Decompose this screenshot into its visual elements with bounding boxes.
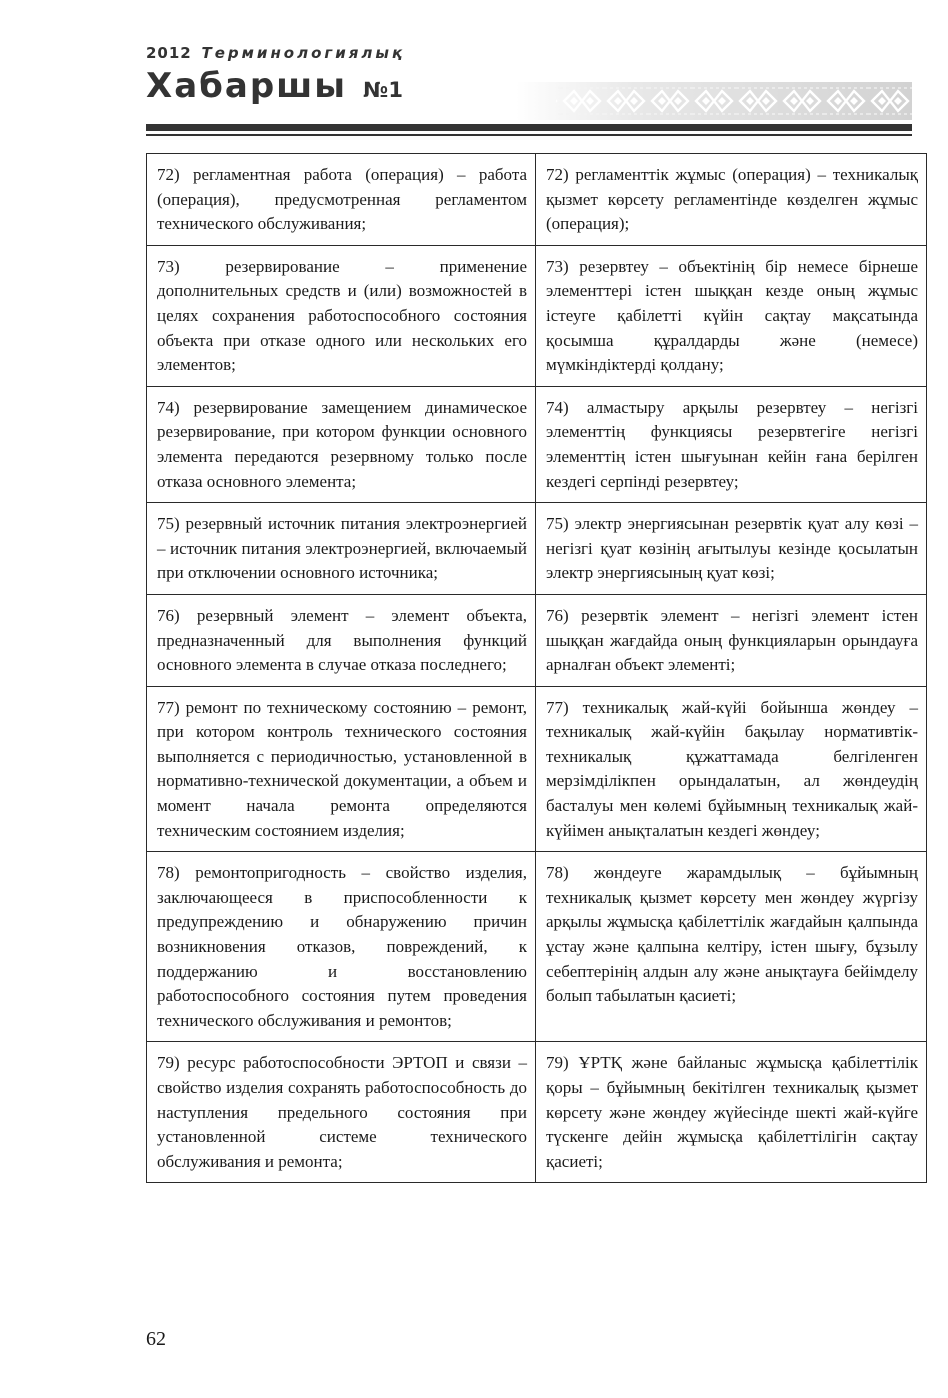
term-kk: 78) жөндеуге жарамдылық – бұйымның техникалық қызмет көрсету мен жөндеу жүргізу арқылы жұмысқа қабілеттілік жағдайын қалпында ұстау және қалпына келтіру, істен шығу, бұзылу себептерінің алдын алу және анықтауға бейімделу болып табылатын қасиеті; bbox=[536, 852, 927, 1042]
header-title: Хабаршы bbox=[146, 66, 348, 106]
term-kk: 77) техникалық жай-күйі бойынша жөндеу – техникалық жай-күйін бақылау нормативтік-техникалық құжаттамада белгіленген мерзімділікпен орындалатын, ал жөндеудің басталуы мен көлемі бұйымның техникалық жай-күйімен анықталатын кездегі жөндеу; bbox=[536, 686, 927, 852]
term-ru: 78) ремонтопригодность – свойство изделия, заключающееся в приспособленности к предупреждению и обнаружению причин возникновения отказов, повреждений, к поддержанию и восстановлению работоспособного состояния путем проведения технического обслуживания и ремонтов; bbox=[147, 852, 536, 1042]
header-journal-name: Терминологиялық bbox=[201, 44, 406, 62]
table-row bbox=[147, 245, 927, 386]
journal-header bbox=[146, 44, 912, 144]
header-ornament bbox=[516, 82, 912, 120]
table-row bbox=[147, 1042, 927, 1183]
header-issue-number: №1 bbox=[363, 78, 403, 102]
header-rule-thin bbox=[146, 134, 912, 136]
table-row bbox=[147, 852, 927, 1042]
term-kk: 73) резервтеу – объектінің бір немесе бірнеше элементтері істен шыққан кезде оның жұмыс істеуге қабілетті күйін сақтау мақсатында қосымша құралдарды және (немесе) мүмкіндіктерді қолдану; bbox=[536, 245, 927, 386]
term-ru: 77) ремонт по техническому состоянию – ремонт, при котором контроль технического состояния выполняется с периодичностью, установленной в нормативно-технической документации, а объем и момент начала ремонта определяются техническим состоянием изделия; bbox=[147, 686, 536, 852]
table-row bbox=[147, 594, 927, 686]
term-ru: 74) резервирование замещением динамическое резервирование, при котором функции основного элемента передаются резервному только после отказа основного элемента; bbox=[147, 386, 536, 502]
table-row bbox=[147, 686, 927, 852]
header-subtitle bbox=[146, 44, 405, 62]
term-kk: 75) электр энергиясынан резервтік қуат алу көзі – негізгі қуат көзінің ағытылуы кезінде қосылатын электр энергиясының қуат көзі; bbox=[536, 503, 927, 595]
term-kk: 74) алмастыру арқылы резервтеу – негізгі элементтің функциясы резервтегіге негізгі элементтің істен шығуынан кейін ғана берілген кездегі серпінді резервтеу; bbox=[536, 386, 927, 502]
table-row bbox=[147, 386, 927, 502]
term-kk: 76) резервтік элемент – негізгі элемент істен шыққан жағдайда оның функцияларын орындауға арналған объект элементі; bbox=[536, 594, 927, 686]
terms-table bbox=[146, 153, 927, 1183]
term-kk: 79) ҰРТҚ және байланыс жұмысқа қабілеттілік қоры – бұйымның бекітілген техникалық қызмет көрсету және жөндеу жүйесінде шекті жай-күйге түскенге дейін жұмысқа қабілеттілігін сақтау қасиеті; bbox=[536, 1042, 927, 1183]
term-ru: 72) регламентная работа (операция) – работа (операция), предусмотренная регламентом технического обслуживания; bbox=[147, 154, 536, 246]
header-rule-thick bbox=[146, 124, 912, 131]
term-kk: 72) регламенттік жұмыс (операция) – техникалық қызмет көрсету регламентінде көзделген жұмыс (операция); bbox=[536, 154, 927, 246]
term-ru: 73) резервирование – применение дополнительных средств и (или) возможностей в целях сохранения работоспособного состояния объекта при отказе одного или нескольких его элементов; bbox=[147, 245, 536, 386]
ornament-pattern-icon bbox=[516, 82, 912, 120]
page-number: 62 bbox=[146, 1328, 166, 1350]
term-ru: 75) резервный источник питания электроэнергией – источник питания электроэнергией, включаемый при отключении основного источника; bbox=[147, 503, 536, 595]
term-ru: 76) резервный элемент – элемент объекта, предназначенный для выполнения функций основного элемента в случае отказа последнего; bbox=[147, 594, 536, 686]
table-row bbox=[147, 154, 927, 246]
header-title-line bbox=[146, 66, 403, 106]
header-year: 2012 bbox=[146, 44, 192, 62]
term-ru: 79) ресурс работоспособности ЭРТОП и связи – свойство изделия сохранять работоспособность до наступления предельного состояния при установленной системе технического обслуживания и ремонта; bbox=[147, 1042, 536, 1183]
table-row bbox=[147, 503, 927, 595]
